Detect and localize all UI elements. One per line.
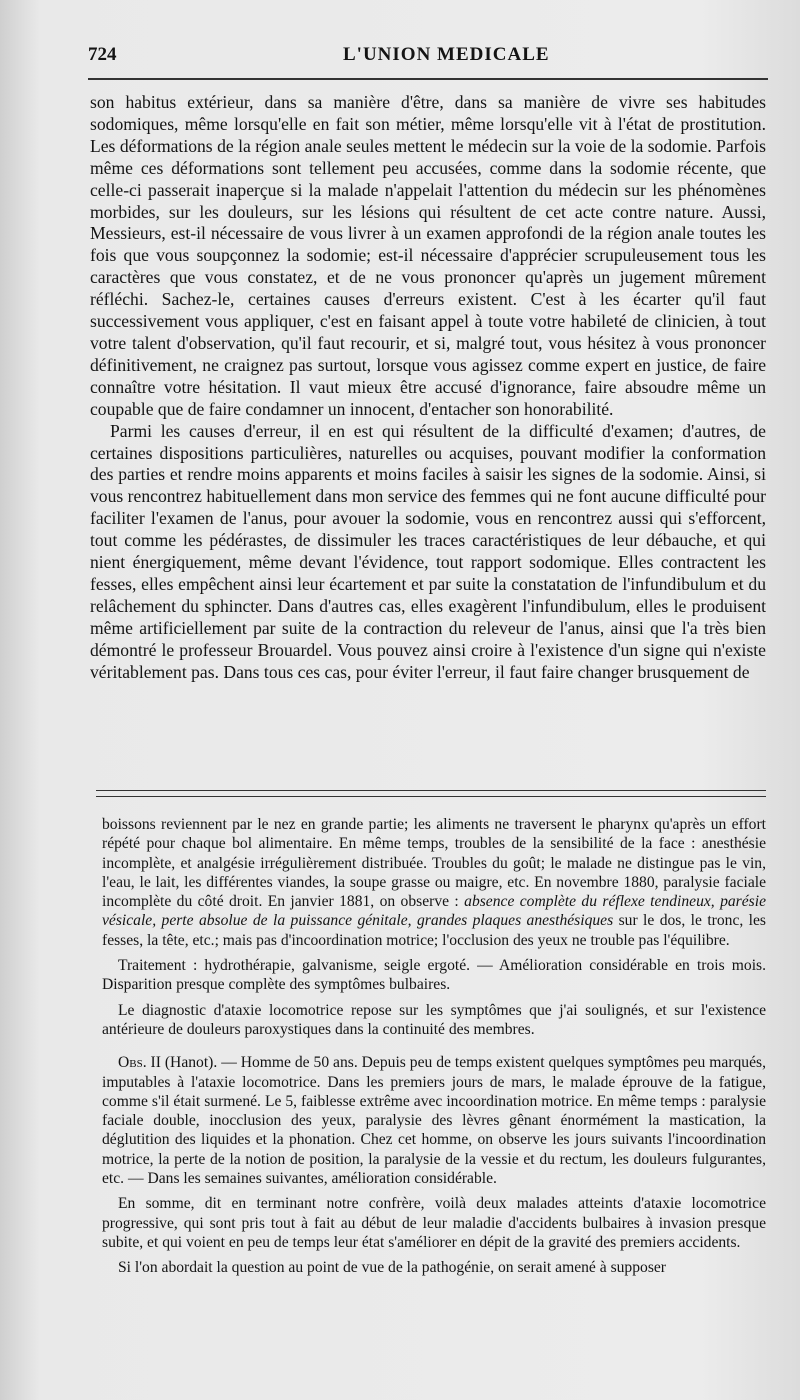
running-title: L'UNION MEDICALE: [343, 44, 550, 65]
page-header: [88, 44, 768, 74]
header-rule: [88, 78, 768, 80]
observation-paragraph: [102, 1053, 766, 1188]
note-paragraph: [102, 815, 766, 950]
italic-text: absence complète du réflexe tendineux, parésie vésicale, perte absolue de la puissance génitale, grandes plaques anesthésiques: [102, 893, 766, 930]
main-text: [90, 92, 766, 683]
paragraph: son habitus extérieur, dans sa manière d'être, dans sa manière de vivre ses habitudes sodomiques, même lorsqu'elle en fait son métier, même lorsqu'elle vit à l'état de prostitution. Les déformations de la région anale seules mettent le médecin sur la voie de la sodomie. Parfois même ces déformations sont tellement peu accusées, comme dans la sodomie récente, que celle-ci passerait inaperçue si la malade n'appelait l'attention du médecin sur les phénomènes morbides, sur les douleurs, sur les lésions qui résultent de cet acte contre nature. Aussi, Messieurs, est-il nécessaire de vous livrer à un examen approfondi de la région anale toutes les fois que vous soupçonnez la sodomie; est-il nécessaire d'apprécier scrupuleusement tous les caractères que vous constatez, et de ne vous prononcer qu'après un jugement mûrement réfléchi. Sachez-le, certaines causes d'erreurs existent. C'est à les écarter qu'il faut successivement vous appliquer, c'est en faisant appel à toute votre habileté de clinicien, à tout votre talent d'observation, qu'il faut recourir, et si, malgré tout, vous hésitez à vous prononcer définitivement, ne craignez pas surtout, lorsque vous agissez comme expert en justice, de faire connaître votre hésitation. Il vaut mieux être accusé d'ignorance, faire absoudre même un coupable que de faire condamner un innocent, d'entacher son honorabilité.: [90, 92, 766, 419]
paragraph: Parmi les causes d'erreur, il en est qui résultent de la difficulté d'examen; d'autres, de certaines dispositions particulières, naturelles ou acquises, pouvant modifier la conformation des parties et rendre moins apparents et moins faciles à saisir les signes de la sodomie. Ainsi, si vous rencontrez habituellement dans mon service des femmes qui ne font aucune difficulté pour faciliter l'examen de l'anus, pour avouer la sodomie, vous en rencontrez aussi qui s'efforcent, tout comme les pédérastes, de dissimuler les traces caractéristiques de leur débauche, et qui nient énergiquement, même devant l'évidence, tout rapport sodomique. Elles contractent les fesses, elles empêchent ainsi leur écartement et par suite la constatation de l'infundibulum et du relâchement du sphincter. Dans d'autres cas, elles exagèrent l'infundibulum, elles le produisent même artificiellement par suite de la contraction du releveur de l'anus, ainsi que l'a très bien démontré le professeur Brouardel. Vous pouvez ainsi croire à l'existence d'un signe qui n'existe véritablement pas. Dans tous ces cas, pour éviter l'erreur, il faut faire changer brusquement de: [90, 420, 766, 682]
section-divider: [96, 790, 766, 797]
note-text-run: (Hanot). — Homme de 50 ans. Depuis peu de temps existent quelques symptômes peu marqués, imputables à l'ataxie locomotrice. Dans les premiers jours de mars, le malade éprouve de la fatigue, comme s'il était surmené. Le 5, faiblesse extrême avec incoordination motrice. En même temps : paralysie faciale double, inocclusion des yeux, paralysie des lèvres gênant énormément la mastication, la déglutition des liquides et la phonation. Chez cet homme, on observe les jours suivants l'incoordination motrice, la perte de la notion de position, la paralysie de la vessie et du rectum, les douleurs fulgurantes, etc. — Dans les semaines suivantes, amélioration considérable.: [102, 1054, 766, 1188]
note-paragraph: Si l'on abordait la question au point de vue de la pathogénie, on serait amené à supposer: [118, 1259, 667, 1277]
note-text-run: boissons reviennent par le nez en grande partie; les aliments ne traversent le pharynx qu'après un effort répété pour chaque bol alimentaire. En même temps, troubles de la sensibilité de la face : anesthésie incomplète, et analgésie irrégulièrement distribuée. Troubles du goût; le malade ne distingue pas le vin, l'eau, le lait, les différentes viandes, la soupe grasse ou maigre, etc. En novembre 1880, paralysie faciale incomplète du côté droit. En janvier 1881, on observe :: [102, 816, 766, 911]
small-print-section: [102, 815, 766, 1284]
note-text-run: sur le dos, le tronc, les fesses, la tête, etc.; mais pas d'incoordination motrice; l'occlusion des yeux ne trouble pas l'équilibre.: [102, 912, 766, 949]
note-paragraph: Le diagnostic d'ataxie locomotrice repose sur les symptômes que j'ai soulignés, et sur l'existence antérieure de douleurs paroxystiques dans la continuité des membres.: [102, 1001, 766, 1038]
note-paragraph: Traitement : hydrothérapie, galvanisme, seigle ergoté. — Amélioration considérable en trois mois. Disparition presque complète des symptômes bulbaires.: [102, 957, 766, 994]
observation-label: Obs. II: [118, 1054, 161, 1072]
page-number: 724: [88, 44, 117, 65]
note-paragraph: En somme, dit en terminant notre confrère, voilà deux malades atteints d'ataxie locomotrice progressive, qui sont pris tout à fait au début de leur maladie d'accidents bulbaires à invasion presque subite, et qui voient en peu de temps leur état s'améliorer en dépit de la gravité des premiers accidents.: [102, 1195, 766, 1251]
